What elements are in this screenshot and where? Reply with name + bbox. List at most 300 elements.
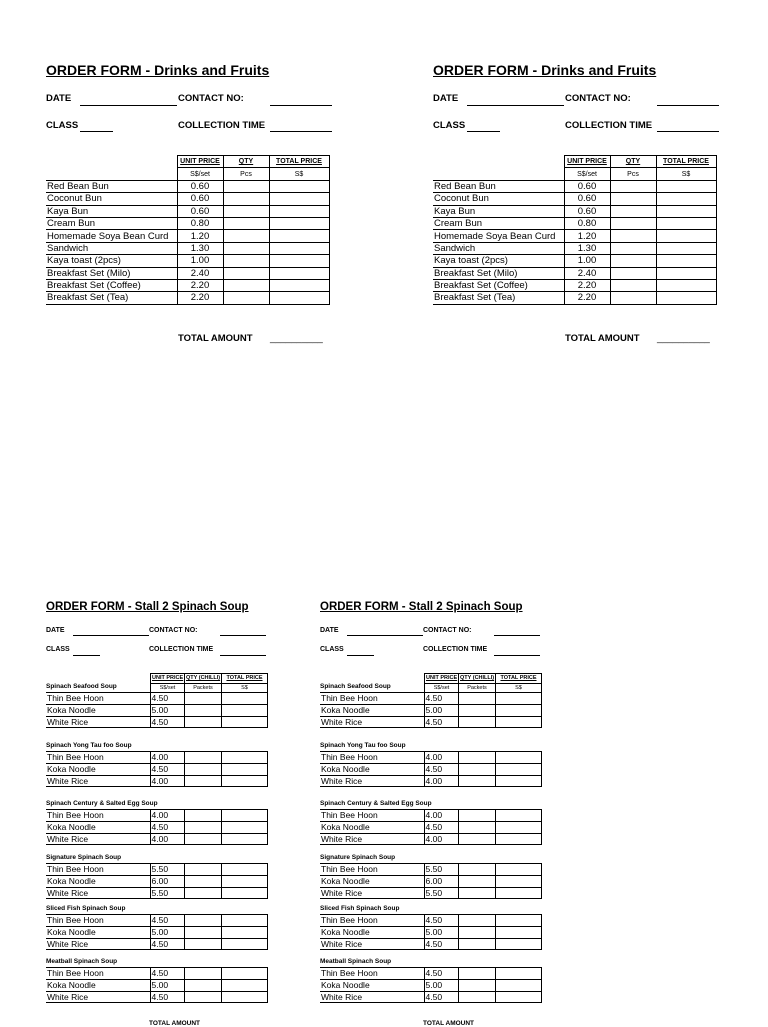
item-row [433, 205, 716, 217]
item-name: Koka Noodle [46, 763, 150, 775]
header-row [433, 156, 716, 168]
item-unit-price: 5.50 [424, 864, 458, 876]
qty-cell[interactable] [184, 752, 221, 764]
item-unit-price: 4.00 [150, 752, 184, 764]
collection-time-field[interactable] [494, 655, 540, 656]
item-name: Koka Noodle [320, 821, 424, 833]
qty-cell[interactable] [458, 763, 495, 775]
contact-field[interactable] [657, 105, 719, 106]
total-price-cell[interactable] [221, 716, 267, 728]
qty-cell[interactable] [223, 242, 269, 254]
item-unit-price: 0.60 [177, 193, 223, 205]
unit-price-unit: S$/set [425, 683, 459, 693]
total-price-cell[interactable] [269, 205, 329, 217]
item-name: Thin Bee Hoon [320, 810, 424, 822]
section-label: Spinach Century & Salted Egg Soup [320, 800, 432, 807]
item-row [46, 693, 267, 705]
qty-cell[interactable] [223, 230, 269, 242]
unit-price-header: UNIT PRICE [152, 675, 184, 682]
total-amount-label: TOTAL AMOUNT [149, 1020, 201, 1027]
section-table [320, 809, 542, 845]
total-price-cell[interactable] [495, 979, 541, 991]
item-name: Thin Bee Hoon [46, 810, 150, 822]
total-price-cell[interactable] [656, 279, 716, 291]
qty-cell[interactable] [458, 775, 495, 787]
total-price-cell[interactable] [221, 979, 267, 991]
class-label: CLASS [46, 120, 79, 131]
total-price-cell[interactable] [495, 915, 541, 927]
item-row [46, 864, 267, 876]
total-price-cell[interactable] [495, 716, 541, 728]
total-price-cell[interactable] [221, 887, 267, 899]
qty-chilli-header: QTY (CHILLI) [460, 675, 495, 682]
item-name: Thin Bee Hoon [46, 915, 150, 927]
item-row [433, 255, 716, 267]
item-row [46, 926, 267, 938]
section-table [46, 863, 268, 899]
item-unit-price: 4.50 [150, 716, 184, 728]
total-price-cell[interactable] [221, 968, 267, 980]
order-table [46, 155, 330, 305]
total-price-cell[interactable] [269, 180, 329, 192]
item-row [46, 979, 267, 991]
qty-cell[interactable] [458, 810, 495, 822]
collection-time-field[interactable] [220, 655, 266, 656]
date-label: DATE [46, 93, 72, 104]
section-table [46, 692, 268, 728]
item-name: Koka Noodle [46, 875, 150, 887]
spinach-soup-form-right [320, 590, 560, 1027]
item-unit-price: 4.00 [150, 775, 184, 787]
qty-cell[interactable] [184, 693, 221, 705]
header-table [150, 673, 268, 693]
total-price-unit: S$ [496, 683, 542, 693]
item-name: White Rice [46, 716, 150, 728]
qty-cell[interactable] [458, 887, 495, 899]
section-table [46, 967, 268, 1003]
total-price-cell[interactable] [495, 763, 541, 775]
qty-cell[interactable] [184, 915, 221, 927]
section-label: Spinach Yong Tau foo Soup [46, 742, 132, 749]
qty-unit: Pcs [223, 168, 269, 180]
total-price-cell[interactable] [495, 968, 541, 980]
item-unit-price: 0.60 [564, 180, 610, 192]
total-price-unit: S$ [656, 168, 716, 180]
item-unit-price: 4.50 [150, 991, 184, 1003]
contact-field[interactable] [220, 635, 266, 636]
item-row [433, 230, 716, 242]
item-name: White Rice [320, 716, 424, 728]
item-name: White Rice [320, 887, 424, 899]
item-unit-price: 1.30 [564, 242, 610, 254]
item-unit-price: 6.00 [424, 875, 458, 887]
qty-cell[interactable] [610, 279, 656, 291]
item-name: Koka Noodle [46, 926, 150, 938]
item-unit-price: 4.50 [150, 693, 184, 705]
collection-time-label: COLLECTION TIME [565, 120, 653, 131]
total-price-cell[interactable] [495, 810, 541, 822]
total-price-cell[interactable] [221, 991, 267, 1003]
item-row [320, 968, 541, 980]
qty-cell[interactable] [184, 875, 221, 887]
item-row [320, 991, 541, 1003]
item-name: Breakfast Set (Coffee) [46, 279, 177, 291]
item-name: White Rice [46, 991, 150, 1003]
qty-cell[interactable] [184, 979, 221, 991]
class-field[interactable] [467, 131, 500, 132]
date-field[interactable] [347, 635, 423, 636]
total-price-cell[interactable] [656, 267, 716, 279]
total-price-cell[interactable] [221, 810, 267, 822]
qty-cell[interactable] [458, 979, 495, 991]
total-price-cell[interactable] [221, 833, 267, 845]
total-price-header: TOTAL PRICE [496, 674, 542, 684]
qty-cell[interactable] [610, 180, 656, 192]
total-price-cell[interactable] [221, 915, 267, 927]
item-unit-price: 1.00 [564, 255, 610, 267]
total-price-cell[interactable] [495, 875, 541, 887]
item-row [320, 716, 541, 728]
item-row [320, 938, 541, 950]
qty-cell[interactable] [223, 205, 269, 217]
total-price-cell[interactable] [221, 821, 267, 833]
qty-cell[interactable] [458, 752, 495, 764]
section-table [320, 863, 542, 899]
unit-price-unit: S$/set [177, 168, 223, 180]
item-row [320, 752, 541, 764]
item-unit-price: 0.80 [177, 217, 223, 229]
qty-cell[interactable] [458, 821, 495, 833]
qty-cell[interactable] [184, 864, 221, 876]
qty-unit: Packets [185, 683, 222, 693]
total-price-cell[interactable] [656, 230, 716, 242]
qty-cell[interactable] [458, 693, 495, 705]
item-name: Kaya Bun [433, 205, 564, 217]
total-price-cell[interactable] [221, 864, 267, 876]
qty-cell[interactable] [223, 180, 269, 192]
total-price-cell[interactable] [495, 775, 541, 787]
item-name: Thin Bee Hoon [46, 968, 150, 980]
item-unit-price: 5.00 [424, 979, 458, 991]
qty-cell[interactable] [184, 775, 221, 787]
item-row [320, 763, 541, 775]
item-unit-price: 1.20 [177, 230, 223, 242]
qty-cell[interactable] [458, 938, 495, 950]
total-price-cell[interactable] [656, 180, 716, 192]
item-row [433, 292, 716, 304]
contact-field[interactable] [494, 635, 540, 636]
item-name: Breakfast Set (Coffee) [433, 279, 564, 291]
qty-cell[interactable] [610, 292, 656, 304]
total-price-cell[interactable] [495, 991, 541, 1003]
qty-cell[interactable] [223, 255, 269, 267]
total-price-cell[interactable] [269, 193, 329, 205]
section-label: Sliced Fish Spinach Soup [320, 905, 400, 912]
item-unit-price: 4.00 [150, 810, 184, 822]
item-row [46, 217, 329, 229]
item-unit-price: 4.50 [424, 763, 458, 775]
collection-time-field[interactable] [657, 131, 719, 132]
qty-cell[interactable] [458, 875, 495, 887]
section-label: Spinach Yong Tau foo Soup [320, 742, 406, 749]
item-row [46, 752, 267, 764]
item-unit-price: 4.50 [150, 915, 184, 927]
total-price-cell[interactable] [221, 693, 267, 705]
item-row [46, 991, 267, 1003]
total-price-cell[interactable] [221, 938, 267, 950]
total-price-cell[interactable] [221, 775, 267, 787]
total-price-cell[interactable] [656, 242, 716, 254]
qty-cell[interactable] [223, 217, 269, 229]
section-table [320, 692, 542, 728]
total-price-cell[interactable] [221, 704, 267, 716]
item-unit-price: 1.30 [177, 242, 223, 254]
item-row [46, 875, 267, 887]
total-price-header: TOTAL PRICE [222, 674, 268, 684]
item-name: Cream Bun [433, 217, 564, 229]
item-unit-price: 4.50 [424, 968, 458, 980]
qty-cell[interactable] [223, 279, 269, 291]
unit-price-unit: S$/set [564, 168, 610, 180]
item-row [46, 193, 329, 205]
qty-cell[interactable] [458, 864, 495, 876]
item-row [46, 821, 267, 833]
qty-cell[interactable] [223, 193, 269, 205]
qty-cell[interactable] [223, 267, 269, 279]
section-label: Spinach Seafood Soup [46, 683, 117, 690]
contact-field[interactable] [270, 105, 332, 106]
total-price-cell[interactable] [221, 926, 267, 938]
total-price-cell[interactable] [269, 217, 329, 229]
section-table [46, 751, 268, 787]
section-label: Signature Spinach Soup [46, 854, 122, 861]
total-amount-field[interactable]: __________ [657, 333, 710, 344]
qty-header: QTY [223, 156, 269, 168]
qty-cell[interactable] [184, 704, 221, 716]
qty-cell[interactable] [184, 938, 221, 950]
item-name: White Rice [320, 775, 424, 787]
item-unit-price: 4.50 [424, 938, 458, 950]
item-row [433, 193, 716, 205]
total-price-cell[interactable] [656, 292, 716, 304]
total-price-cell[interactable] [495, 833, 541, 845]
total-price-cell[interactable] [656, 255, 716, 267]
item-unit-price: 5.00 [150, 979, 184, 991]
item-row [433, 242, 716, 254]
item-row [46, 205, 329, 217]
qty-cell[interactable] [184, 716, 221, 728]
total-price-cell[interactable] [269, 267, 329, 279]
qty-cell[interactable] [223, 292, 269, 304]
item-name: Koka Noodle [46, 821, 150, 833]
qty-cell[interactable] [184, 763, 221, 775]
drinks-fruits-form-right [433, 0, 733, 360]
item-row [320, 887, 541, 899]
qty-cell[interactable] [458, 833, 495, 845]
total-price-cell[interactable] [221, 752, 267, 764]
item-name: Koka Noodle [320, 763, 424, 775]
item-unit-price: 4.50 [150, 938, 184, 950]
form-title: ORDER FORM - Stall 2 Spinach Soup [46, 601, 249, 613]
section-table [320, 914, 542, 950]
qty-cell[interactable] [610, 242, 656, 254]
item-name: Thin Bee Hoon [320, 864, 424, 876]
total-price-cell[interactable] [656, 217, 716, 229]
item-unit-price: 0.60 [177, 180, 223, 192]
item-name: Koka Noodle [320, 875, 424, 887]
section-table [320, 751, 542, 787]
item-row [46, 230, 329, 242]
item-name: Coconut Bun [46, 193, 177, 205]
qty-cell[interactable] [610, 267, 656, 279]
collection-time-label: COLLECTION TIME [178, 120, 266, 131]
date-field[interactable] [467, 105, 564, 106]
qty-cell[interactable] [458, 915, 495, 927]
item-row [46, 938, 267, 950]
item-unit-price: 4.00 [424, 775, 458, 787]
total-price-cell[interactable] [656, 205, 716, 217]
section-label: Spinach Century & Salted Egg Soup [46, 800, 158, 807]
units-row [46, 168, 329, 180]
item-unit-price: 4.00 [424, 752, 458, 764]
item-unit-price: 2.20 [177, 292, 223, 304]
item-unit-price: 4.00 [424, 810, 458, 822]
qty-cell[interactable] [184, 926, 221, 938]
total-price-cell[interactable] [495, 938, 541, 950]
qty-cell[interactable] [610, 230, 656, 242]
total-price-cell[interactable] [495, 704, 541, 716]
qty-header: QTY [610, 156, 656, 168]
item-name: Breakfast Set (Milo) [433, 267, 564, 279]
date-field[interactable] [73, 635, 149, 636]
total-price-cell[interactable] [221, 763, 267, 775]
total-price-cell[interactable] [495, 887, 541, 899]
qty-cell[interactable] [184, 887, 221, 899]
class-label: CLASS [433, 120, 466, 131]
date-field[interactable] [80, 105, 177, 106]
item-row [433, 217, 716, 229]
item-unit-price: 5.00 [424, 704, 458, 716]
total-price-unit: S$ [222, 683, 268, 693]
total-price-cell[interactable] [495, 693, 541, 705]
total-amount-label: TOTAL AMOUNT [178, 333, 253, 344]
total-price-cell[interactable] [495, 864, 541, 876]
item-unit-price: 4.50 [150, 968, 184, 980]
class-field[interactable] [73, 655, 100, 656]
qty-cell[interactable] [610, 193, 656, 205]
qty-cell[interactable] [610, 205, 656, 217]
contact-label: CONTACT NO: [178, 93, 244, 104]
contact-label: CONTACT NO: [149, 627, 198, 634]
item-row [320, 875, 541, 887]
total-price-cell[interactable] [269, 292, 329, 304]
item-row [320, 833, 541, 845]
item-name: White Rice [46, 833, 150, 845]
units-row [433, 168, 716, 180]
collection-time-label: COLLECTION TIME [149, 646, 214, 653]
date-label: DATE [320, 627, 339, 634]
item-row [433, 180, 716, 192]
total-amount-label: TOTAL AMOUNT [423, 1020, 475, 1027]
qty-cell[interactable] [184, 833, 221, 845]
item-unit-price: 0.60 [564, 205, 610, 217]
class-field[interactable] [347, 655, 374, 656]
item-unit-price: 4.50 [150, 763, 184, 775]
item-name: Cream Bun [46, 217, 177, 229]
item-unit-price: 5.00 [424, 926, 458, 938]
item-name: White Rice [46, 775, 150, 787]
total-amount-field[interactable]: __________ [270, 333, 323, 344]
total-price-cell[interactable] [221, 875, 267, 887]
item-name: Homemade Soya Bean Curd [433, 230, 564, 242]
contact-label: CONTACT NO: [565, 93, 631, 104]
total-price-cell[interactable] [269, 279, 329, 291]
total-price-cell[interactable] [495, 752, 541, 764]
qty-cell[interactable] [184, 968, 221, 980]
item-name: Koka Noodle [320, 704, 424, 716]
item-name: Coconut Bun [433, 193, 564, 205]
class-label: CLASS [320, 646, 344, 653]
section-table [320, 967, 542, 1003]
item-unit-price: 1.00 [177, 255, 223, 267]
qty-cell[interactable] [610, 217, 656, 229]
qty-cell[interactable] [458, 991, 495, 1003]
item-name: Koka Noodle [46, 704, 150, 716]
qty-cell[interactable] [610, 255, 656, 267]
item-unit-price: 5.50 [150, 887, 184, 899]
item-row [46, 704, 267, 716]
total-price-cell[interactable] [495, 926, 541, 938]
item-name: White Rice [320, 991, 424, 1003]
item-row [46, 887, 267, 899]
class-field[interactable] [80, 131, 113, 132]
section-label: Meatball Spinach Soup [46, 958, 118, 965]
item-row [46, 915, 267, 927]
item-name: Thin Bee Hoon [46, 864, 150, 876]
item-unit-price: 0.60 [564, 193, 610, 205]
item-name: Homemade Soya Bean Curd [46, 230, 177, 242]
item-name: White Rice [46, 887, 150, 899]
section-table [46, 809, 268, 845]
item-name: White Rice [320, 833, 424, 845]
total-price-cell[interactable] [495, 821, 541, 833]
item-name: Thin Bee Hoon [320, 693, 424, 705]
total-price-cell[interactable] [269, 230, 329, 242]
qty-cell[interactable] [458, 704, 495, 716]
date-label: DATE [46, 627, 65, 634]
total-price-cell[interactable] [269, 242, 329, 254]
item-unit-price: 5.00 [150, 926, 184, 938]
qty-cell[interactable] [184, 810, 221, 822]
item-row [46, 810, 267, 822]
item-unit-price: 5.50 [150, 864, 184, 876]
header-row [46, 156, 329, 168]
unit-price-header: UNIT PRICE [564, 156, 610, 168]
qty-cell[interactable] [458, 716, 495, 728]
item-unit-price: 2.40 [564, 267, 610, 279]
total-price-cell[interactable] [269, 255, 329, 267]
qty-cell[interactable] [458, 968, 495, 980]
item-unit-price: 4.50 [424, 716, 458, 728]
collection-time-field[interactable] [270, 131, 332, 132]
total-price-cell[interactable] [656, 193, 716, 205]
item-unit-price: 6.00 [150, 875, 184, 887]
qty-cell[interactable] [458, 926, 495, 938]
qty-cell[interactable] [184, 991, 221, 1003]
qty-cell[interactable] [184, 821, 221, 833]
section-label: Meatball Spinach Soup [320, 958, 392, 965]
item-row [320, 821, 541, 833]
